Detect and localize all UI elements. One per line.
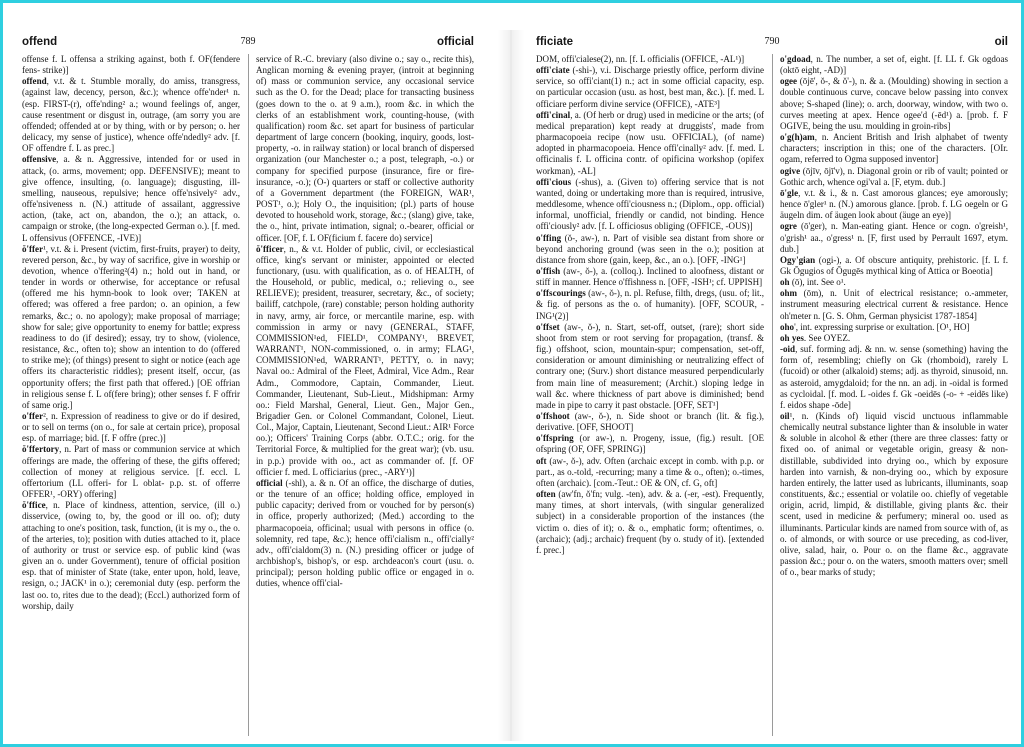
entry-headword: offi'cious	[536, 176, 572, 187]
right-guide-word-last: oil	[994, 36, 1008, 48]
right-page-column-2	[772, 54, 1008, 736]
entry-headword: official	[256, 477, 283, 488]
entry-definition: , suf. forming adj. & nn. w. sense (something) having the form of, resembling; chiefly on Gk (rhomboid), rarely L (fucoid) or other (alkaloid) stems; adj. as thyroid, sinusoid, nn. as asteroid, amygdaloid; for the nn. an adj. in -oidal is formed as cycloidal. [f. mod. L -oides f. Gk -oeidēs (-o- + -eidēs like) f. eidos shape -ōde]	[780, 344, 1008, 410]
dictionary-entry	[22, 244, 240, 411]
entry-definition: (aw'fn, ŏ'fn; vulg. -ten), adv. & a. (-er, -est). Frequently, many times, at short intervals, (with singular generalized subject) in a considerable proportion of the instances (the victim o. dies of it); o. & o., emphatic form; oftentimes, o. (archaic); (adj.; archaic) frequent (by o. study of it). [extended f. prec.]	[536, 489, 764, 555]
dictionary-entry	[780, 76, 1008, 132]
entry-headword: oho	[780, 321, 795, 332]
entry-definition: (ōjē', ŏ-, & ŏ'-), n. & a. (Moulding) showing in section a double continuous curve, concave below passing into convex above; S-shaped (line); o. arch, doorway, window, with two o. curves meeting at apex. Hence ogee'd (-ēd¹) a. [prob. f. F OGIVE, being the usu. moulding in groin-ribs]	[780, 76, 1008, 131]
left-guide-word-first: offend	[22, 36, 58, 48]
entry-definition: offense f. L offensa a striking against, both f. OF(fendere fens- strike)]	[22, 54, 240, 76]
entry-headword: ŏ'fficer	[256, 243, 284, 254]
dictionary-entry	[780, 132, 1008, 165]
entry-headword: offi'ciate	[536, 65, 570, 76]
right-page-columns	[536, 54, 1008, 736]
dictionary-entry	[780, 411, 1008, 578]
dictionary-entry	[536, 322, 764, 411]
entry-headword: o'ffspring	[536, 433, 574, 444]
entry-headword: oh	[780, 277, 790, 288]
entry-headword: offi'cinal	[536, 109, 571, 120]
entry-headword: o'ffer	[22, 411, 44, 421]
right-page	[536, 36, 1008, 736]
entry-definition: (ōm), n. Unit of electrical resistance; o.-ammeter, instrument measuring electrical current & resistance. Hence oh'meter n. [G. S. Ohm, German physicist 1787-1854]	[780, 288, 1008, 321]
entry-headword: -oid	[780, 344, 796, 355]
left-page-column-2	[248, 54, 474, 736]
dictionary-entry	[780, 344, 1008, 411]
dictionary-entry	[22, 444, 240, 500]
dictionary-entry	[256, 54, 474, 244]
entry-definition: service of R.-C. breviary (also divine o.; say o., recite this), Anglican morning & evening prayer, (introit at beginning of) mass or communion service, any occasional service such as the O. for the Dead; place for transacting business (goes down to the o. at 9 a.m.), room &c. in which the clerks of an establishment work, counting-house, (with qualification) room &c. set apart for business of particular department of large concern (booking, inquiry, goods, lost-property, -o. in railway station) or local branch of dispersed organization (our Manchester o.; a post, telegraph, -o.) or company for specified purpose (insurance, fire or fire-insurance, -o.); (O-) quarters or staff or collective authority of a Government department (the FOREIGN, WAR¹, POST¹, o.); Holy O., the inquisition; (pl.) parts of house devoted to household work, storage, &c.; (slang) give, take, the o., hint, private intimation, signal; o.-bearer, official or officer. [OF, f. L OF(ficium f. facere do) service]	[256, 54, 474, 243]
entry-headword: o'ffscourings	[536, 288, 586, 299]
entry-headword: o'gdoad	[780, 54, 811, 64]
dictionary-entry	[780, 333, 1008, 344]
entry-definition: (aw-, ŏ-), n. Start, set-off, outset, (rare); short side shoot from stem or root serving for propagation, (transf. & fig.) offshoot, scion, mountain-spur; compensation, set-off, consideration or amount diminishing or neutralizing effect of contrary one; (Surv.) short distance measured perpendicularly from main line of measurement; (Archit.) sloping ledge in wall &c. where thickness of part above is diminished; bend made in pipe to carry it past obstacle. [OFF, SET¹]	[536, 321, 764, 410]
dictionary-entry	[536, 489, 764, 556]
left-page-header	[22, 36, 474, 54]
dictionary-entry	[536, 54, 764, 65]
entry-headword: often	[536, 489, 556, 500]
dictionary-entry	[780, 166, 1008, 188]
entry-headword: offend	[22, 76, 47, 87]
right-page-number: 790	[764, 36, 780, 47]
entry-headword: oil	[780, 411, 790, 421]
entry-headword: ohm	[780, 288, 798, 299]
dictionary-entry	[536, 433, 764, 455]
dictionary-entry	[780, 322, 1008, 333]
entry-definition: (or aw-), n. Progeny, issue, (fig.) result. [OE ofspring (OF, OFF, SPRING)]	[536, 433, 764, 455]
entry-definition: (-shl), a. & n. Of an office, the discharge of duties, or the tenure of an office; holding office, employed in public capacity; derived from or vouched for by person(s) in office, properly authorized; (Med.) according to the pharmacopoeia, officinal; usual with persons in office (o. solemnity, red tape, &c.); hence offi'cialism n., offi'cially² adv., offi'cialdom(3) n. (N.) presiding officer or judge of archbishop's, bishop's, or esp. archdeacon's court (usu. o. principal); person holding public office or engaged in o. duties, whence offi'cial-	[256, 477, 474, 589]
entry-definition: (ōjīv, ōjī'v), n. Diagonal groin or rib of vault; pointed or Gothic arch, whence ogi'val a. [F, etym. dub.]	[780, 165, 1008, 187]
dictionary-entry	[780, 188, 1008, 221]
entry-headword: o'ffset	[536, 321, 560, 332]
entry-definition: , n. The number, a set of, eight. [f. LL f. Gk ogdoas (oktō eight, -AD)]	[780, 54, 1008, 76]
entry-definition: , v.t. & i., & n. Cast amorous glances; eye amorously; hence ō'gler¹ n. (N.) amorous glance. [prob. f. LG oegeln or G äugeln dim. of äugen look about (äuge an eye)]	[780, 187, 1008, 221]
dictionary-entry	[256, 478, 474, 590]
right-page-header	[536, 36, 1008, 54]
entry-headword: Ogy'gian	[780, 254, 816, 265]
entry-headword: o'ffshoot	[536, 411, 570, 421]
entry-headword: ō'gle	[780, 187, 799, 198]
dictionary-entry	[536, 65, 764, 110]
entry-definition: (aw-, ŏ-), n. Side shoot or branch (lit. & fig.), derivative. [OFF, SHOOT]	[536, 411, 764, 433]
left-page-columns	[22, 54, 474, 736]
entry-definition: (ō'ger), n. Man-eating giant. Hence or cogn. o'greish¹, o'grish¹ aa., o'gress¹ n. [F, first used by Perrault 1697, etym. dub.]	[780, 221, 1008, 254]
entry-definition: (ogi-), a. Of obscure antiquity, prehistoric. [f. L f. Gk Ōgugios of Ōgugēs mythical king of Attica or Boeotia]	[780, 254, 1008, 276]
dictionary-entry	[536, 266, 764, 288]
dictionary-entry	[22, 154, 240, 243]
dictionary-entry	[256, 244, 474, 478]
dictionary-entry	[780, 288, 1008, 321]
dictionary-entry	[22, 411, 240, 444]
entry-definition: , n., & v.t. Holder of public, civil, or ecclesiastical office, king's servant or minister, appointed or elected functionary, (usu. with qualification, as o. of HEALTH, of the Household, or public, medical, o.; relieving o., see RELIEVE); president, treasurer, secretary, &c., of society; bailiff, catchpole, (rare) constable; person holding authority in navy, army, air force, or mercantile marine, esp. with commission in army or navy (GENERAL, STAFF, COMMISSION¹ed, FIELD¹, COMPANY¹, BREVET, WARRANT¹, NON-commissioned, o. in army; FLAG¹, COMMISSION¹ed, WARRANT¹, PETTY, o. in navy; Naval oo.: Admiral of the Fleet, Admiral, Vice Adm., Rear Adm., Commodore, Captain, Commander, Lieut. Commander, Lieutenant, Sub-Lieut., Midshipman: Army oo.: Field Marshal, General, Lieut. Gen., Major Gen., Brigadier Gen. or Colonel Commandant, Colonel, Lieut. Col., Major, Captain, Lieutenant, Second Lieut.: AIR¹ Force oo.); Officers' Training Corps (abbr. O.T.C.; orig. for the Territorial Force, & multiplied for the great war); (vb. usu. in p.p.) provide with oo., act as commander of. [f. OF officier f. med. L officiarius (prec., -ARY¹)]	[256, 243, 474, 477]
entry-definition: (ō), int. See o¹.	[789, 277, 846, 288]
entry-definition: ², n. Expression of readiness to give or do if desired, or to sell on terms (on o., for sale at certain price), proposal esp. of marriage; bid. [f. F offre (prec.)]	[22, 411, 240, 444]
dictionary-entry	[22, 76, 240, 154]
dictionary-entry	[536, 177, 764, 233]
dictionary-entry	[536, 288, 764, 321]
entry-headword: o'g(h)am	[780, 132, 815, 143]
entry-headword: ogive	[780, 165, 801, 176]
entry-headword: oft	[536, 455, 547, 466]
entry-definition: , v.t. & t. Stumble morally, do amiss, transgress, (against law, decency, person, &c.); whence offe'nder¹ n. (esp. FIRST-(r), offe'nding² a.; wound feelings of, anger, cause resentment or disgust in, outrage, (am sorry you are offended; offended at or by thing, with or by person; o. her delicacy, my sense of justice), whence offe'ndedly² adv. [f. OF offendre f. L as prec.]	[22, 76, 240, 154]
entry-headword: o'ffing	[536, 232, 562, 243]
left-guide-word-last: official	[436, 36, 474, 48]
dictionary-entry	[780, 277, 1008, 288]
entry-definition: (-shi-), v.i. Discharge priestly office, perform divine service, so offi'ciant(1) n.; act in some official capacity, esp. on particular occasion (usu. as host, best man, &c.). [f. med. L officiare perform divine service (OFFICE), -ATE³]	[536, 65, 764, 109]
right-page-column-1	[536, 54, 764, 736]
left-page-number: 789	[240, 36, 256, 47]
entry-definition: . See OYEZ.	[803, 332, 851, 343]
right-guide-word-first: fficiate	[536, 36, 574, 48]
entry-definition: (aw-, ŏ-), n. pl. Refuse, filth, dregs, (usu. of; lit., & fig. of persons as the o. of humanity). [OFF, SCOUR, -ING¹(2)]	[536, 288, 764, 321]
entry-headword: ŏ'ffertory	[22, 444, 60, 455]
entry-definition: (aw-, ŏ-), adv. Often (archaic except in comb. with p.p. or part., as o.-told, -recurring; many a time & o., often); o.-times, often (archaic). [com.-Teut.: OE & ON, cf. G, oft]	[536, 455, 764, 488]
dictionary-entry	[536, 456, 764, 489]
dictionary-entry	[22, 54, 240, 76]
entry-headword: offensive	[22, 154, 57, 165]
entry-definition: DOM, offi'cialese(2), nn. [f. L officialis (OFFICE, -AL¹)]	[536, 54, 745, 64]
dictionary-entry	[780, 54, 1008, 76]
entry-headword: oh yes	[780, 332, 804, 343]
dictionary-entry	[780, 221, 1008, 254]
entry-headword: ŏ'ffice	[22, 500, 46, 511]
book-gutter	[498, 30, 524, 741]
entry-definition: , n. Ancient British and Irish alphabet of twenty characters; inscription in this; one of the characters. [OIr. ogam, referred to Ogma supposed inventor]	[780, 132, 1008, 165]
dictionary-entry	[536, 233, 764, 266]
entry-headword: o'ffish	[536, 265, 561, 276]
entry-definition: ¹, v.t. & i. Present (victim, first-fruits, prayer) to deity, revered person, &c., by way of sacrifice, give in worship or devotion, whence o'ffering²(4) n.; hold out in hand, or tender in words or otherwise, for acceptance or refusal (offered me his hymn-book to look over; TAKEN at offered; was offered a free pardon; o. an opinion, a few remarks, &c.; o. no apology); make proposal of marriage; show for sale; give opportunity to enemy for battle; express readiness to do (if desired); essay, try to show, (violence, resistance, &c., often to); show an intention to do (offered to strike me); (of things) present to sight or notice (each age offers its characteristic riddles); present itself, occur, (as opportunity offers; the first path that offered.) [OE offrian in religious sense f. L of(fere bring); other senses f. F offrir of same orig.]	[22, 243, 240, 410]
entry-definition: , n. Part of mass or communion service at which offerings are made, the offering of these, the gifts offered; collection of money at religious service. [f. eccl. L offertorium (LL offeri- for L oblat- p.p. st. of offerre OFFER¹, -ORY) offering]	[22, 444, 240, 500]
entry-definition: , a. & n. Aggressive, intended for or used in attack, (o. arms, movement; opp. DEFENSIVE); meant to give offence, insulting, (o. language); disgusting, ill-smelling, nauseous, repulsive; hence offe'nsively² adv., offe'nsiveness n. (N.) attitude of assailant, aggressive action, (take, act on, abandon, the o.); an attack, o. campaign or stroke, (the long-expected German o.). [f. med. L offensivus (OFFENCE, -IVE)]	[22, 154, 240, 243]
entry-definition: ¹, n. (Kinds of) liquid viscid unctuous inflammable chemically neutral substance lighter than & insoluble in water & soluble in alcohol & ether (there are three classes: fatty or fixed oo. of animal or vegetable origin, greasy & non-distillable, subdivided into drying oo., which by exposure harden into varnish, & non-drying oo., which by exposure harden entirely, the latter used as lubricants, illuminants, soap constituents, &c.; essential or volatile oo. chiefly of vegetable origin, acrid, limpid, & distillable, giving plants &c. their scent, used in medicine & perfumery; mineral oo. used as illuminants. Particular kinds are named from source with of, as o. of almonds, or with source or use preceding, as cod-liver, olive, salad, hair, o. Pour o. on the flame &c., aggravate passion &c.; pour o. on the waters, smooth matters over; smell of o., bear marks of study;	[780, 411, 1008, 578]
entry-definition: (aw-, ŏ-), a. (colloq.). Inclined to aloofness, distant or stiff in manner. Hence o'ffishness n. [OFF, -ISH¹; cf. UPPISH]	[536, 265, 764, 288]
dictionary-entry	[536, 110, 764, 177]
entry-headword: ogee	[780, 76, 798, 87]
entry-headword: ogre	[780, 221, 797, 232]
entry-headword: ŏ'ffer	[22, 243, 44, 254]
entry-definition: , a. (Of herb or drug) used in medicine or the arts; (of medical preparation) kept ready at druggists', made from pharmacopoeia recipe (now usu. OFFICIAL), (of name) adopted in pharmacopoeia. Hence offi'cinally² adv. [f. med. L officinalis f. L officina contr. of opificina workshop (opifex workman), -AL]	[536, 109, 764, 176]
left-page	[22, 36, 474, 736]
entry-definition: (-shus), a. (Given to) offering service that is not wanted, doing or undertaking more than is required, intrusive, meddlesome, whence offi'ciousness n.; (Diplom., opp. official) informal, unofficial, friendly or candid, not binding. Hence offi'ciously² adv. [f. L officiosus obliging (OFFICE, -OUS)]	[536, 176, 764, 232]
entry-definition: , n. Place of kindness, attention, service, (ill o.) disservice, (owing to, by, the good or ill oo. of); duty attaching to one's position, task, function, (it is my o., the o. of the arteries, to); position with duties attached to it, place of authority or trust or service esp. of public kind (was given an o. under Government), tenure of official position esp. that of minister of State (take, enter upon, hold, leave, resign, o.; JACK¹ in o.); ceremonial duty (esp. perform the last oo. to, rites due to the dead); (Eccl.) authorized form of worship, daily	[22, 500, 240, 611]
dictionary-entry	[22, 500, 240, 612]
dictionary-entry	[536, 411, 764, 433]
entry-definition: ', int. expressing surprise or exultation. [O¹, HO]	[794, 321, 970, 332]
dictionary-entry	[780, 255, 1008, 277]
entry-definition: (ŏ-, aw-), n. Part of visible sea distant from shore or beyond anchoring ground (was seen in the o.); position at distance from shore (gain, keep, &c., an o.). [OFF, -ING¹]	[536, 232, 764, 265]
left-page-column-1	[22, 54, 240, 736]
